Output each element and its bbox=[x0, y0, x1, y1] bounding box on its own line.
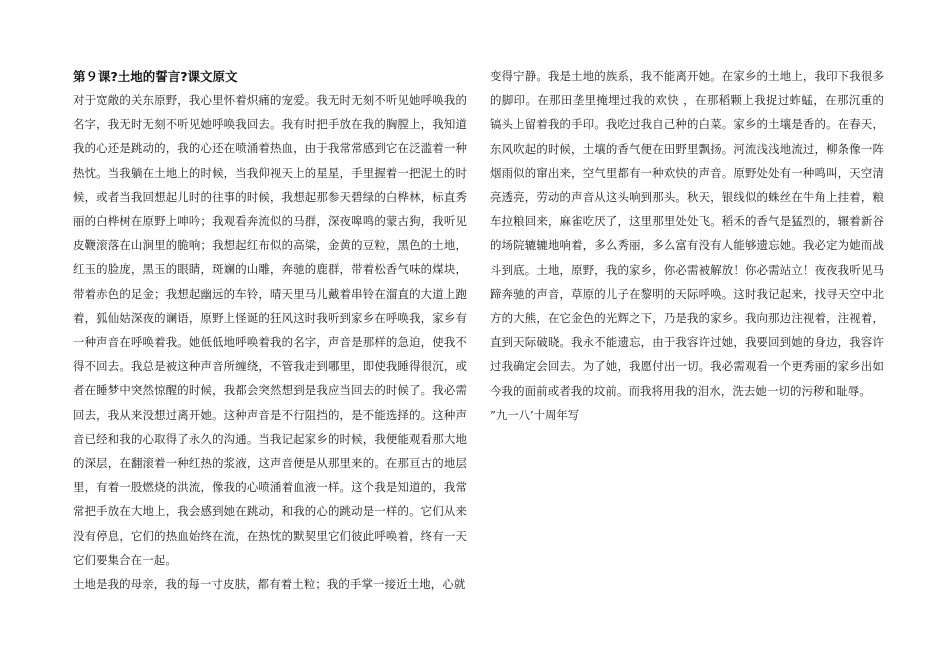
signoff-line: ”九一八’十周年写 bbox=[490, 407, 580, 422]
left-column bbox=[73, 64, 467, 596]
paragraph-2-start: 土地是我的母亲，我的每一寸皮肤，都有着土粒；我的手掌一接近土地，心就 bbox=[73, 577, 466, 592]
paragraph-1: 对于宽敞的关东原野，我心里怀着炽痛的宠爱。我无时无刻不听见她呼唤我的名字，我无时无刻不听见她呼唤我回去。我有时把手放在我的胸膛上，我知道我的心还是跳动的，我的心还在喷涌着热血，由于我常常感到它在泛滥着一种热忱。当我躺在土地上的时候，当我仰视天上的星星，手里握着一把泥土的时候，或者当我回想起儿时的往事的时候，我想起那参天碧绿的白桦林，标直秀丽的白桦树在原野上呻吟；我观看奔流似的马群，深夜嗥鸣的蒙古狗，我听见皮鞭滚落在山涧里的脆响；我想起红布似的高粱，金黄的豆粒，黑色的土地，红玉的脸庞，黑玉的眼睛，斑斓的山雕，奔驰的鹿群，带着松香气味的煤块，带着赤色的足金；我想起幽远的车铃，晴天里马儿戴着串铃在溜直的大道上跑着，狐仙姑深夜的谰语，原野上怪诞的狂风这时我听到家乡在呼唤我，家乡有一种声音在呼唤着我。她低低地呼唤着我的名字，声音是那样的急迫，使我不得不回去。我总是被这种声音所缠绕，不管我走到哪里，即使我睡得很沉，或者在睡梦中突然惊醒的时候，我都会突然想到是我应当回去的时候了。我必需回去，我从来没想过离开她。这种声音是不行阻挡的，是不能选择的。这种声音已经和我的心取得了永久的沟通。当我记起家乡的时候，我便能观看那大地的深层，在翻滚着一种红热的浆液，这声音便是从那里来的。在那亘古的地层里，有着一股燃烧的洪流，像我的心喷涌着血液一样。这个我是知道的，我常常把手放在大地上，我会感到她在跳动，和我的心的跳动是一样的。它们从来没有停息，它们的热血始终在流，在热忱的默契里它们彼此呼唤着，终有一天它们要集合在一起。 bbox=[73, 93, 467, 567]
paragraph-2-continued: 变得宁静。我是土地的族系，我不能离开她。在家乡的土地上，我印下我很多的脚印。在那田垄里掩埋过我的欢快 ，在那稻颗上我捉过蚱蜢，在那沉重的镐头上留着我的手印。我吃过我自己种的白菜。家乡的土壤是香的。在春天，东风吹起的时候，土壤的香气便在田野里飘扬。河流浅浅地流过，柳条像一阵烟雨似的窜出来，空气里都有一种欢快的声音。原野处处有一种鸣叫，天空清亮透亮，劳动的声音从这头响到那头。秋天，银线似的蛛丝在牛角上挂着，粮车拉粮回来，麻雀吃厌了，这里那里处处飞。稻禾的香气是猛烈的，辗着新谷的场院辘辘地响着，多么秀丽，多么富有没有人能够遗忘她。我必定为她而战斗到底。土地，原野，我的家乡，你必需被解放！你必需站立！夜夜我听见马蹄奔驰的声音，草原的儿子在黎明的天际呼唤。这时我记起来，找寻天空中北方的大熊，在它金色的光辉之下，乃是我的家乡。我向那边注视着，注视着，直到天际破晓。我永不能遗忘，由于我容许过她，我要回到她的身边，我容许过我确定会回去。为了她，我愿付出一切。我必需观看一个更秀丽的家乡出如今我的面前或者我的坟前。而我将用我的泪水，洗去她一切的污秽和耻辱。 bbox=[490, 69, 884, 398]
document-title: 第９课?土地的誓言?课文原文 bbox=[73, 69, 238, 84]
right-column bbox=[490, 64, 884, 427]
